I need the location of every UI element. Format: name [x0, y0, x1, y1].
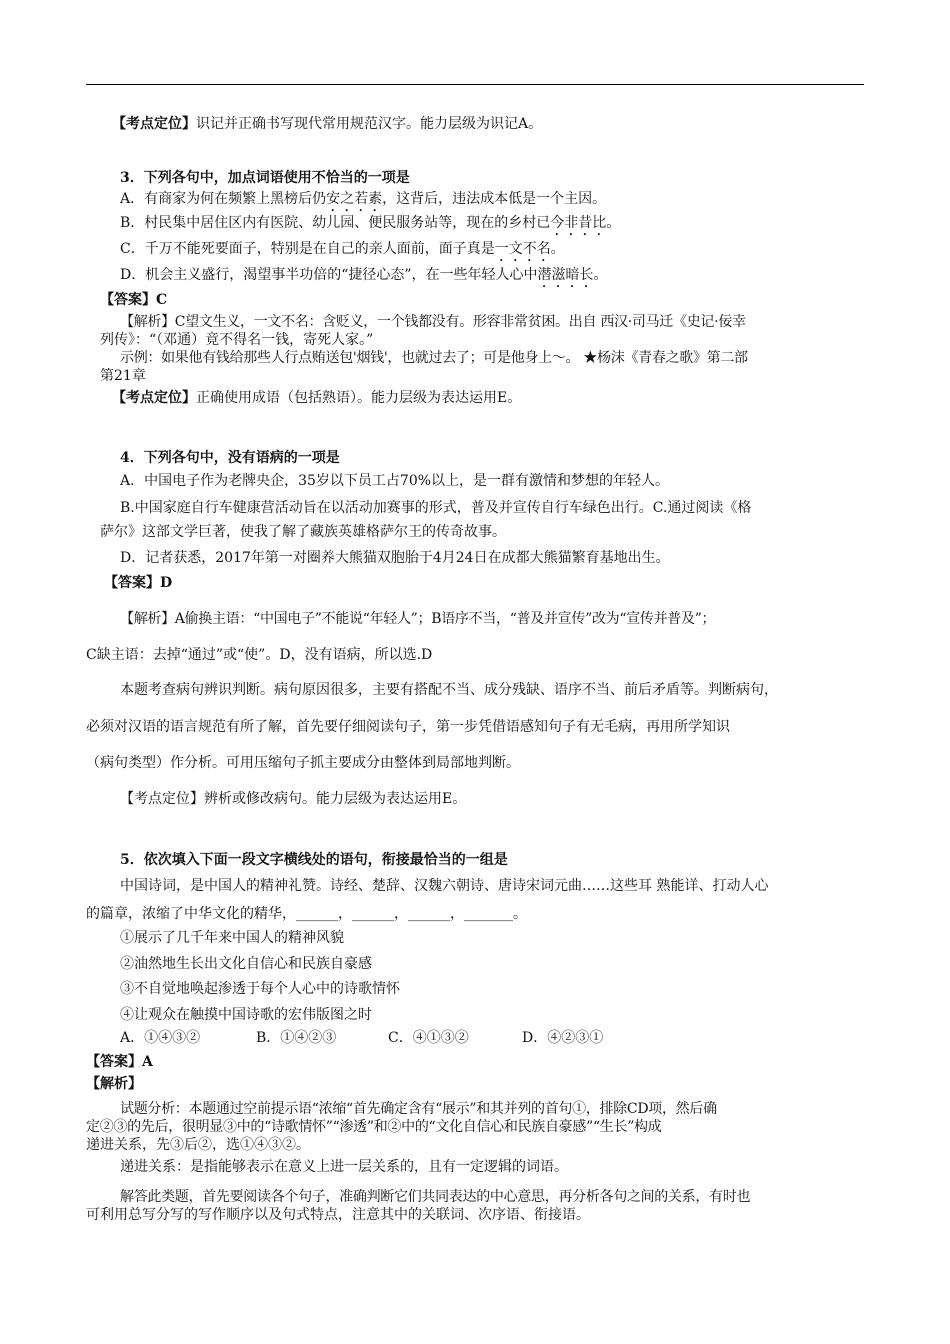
q4-answer: 【答案】D — [104, 575, 173, 591]
dotted-phrase: 潜滋暗长 — [537, 267, 594, 283]
q5-jiexi-6: 可利用总写分写的写作顺序以及句式特点，注意其中的关联词、次序语、衔接语。 — [86, 1207, 590, 1223]
q3-jiexi-2: 列传》：“（邓通）竟不得名一钱，寄死人家。” — [100, 332, 374, 348]
q3-option-d: D．机会主义盛行，渴望事半功倍的“捷径心态”，在一些年轻人心中潜滋暗长。 — [120, 267, 608, 283]
q5-jiexi-1: 试题分析：本题通过空前提示语“浓缩“首先确定含有“展示”和其并列的首句①，排除CD项，然后确 — [120, 1101, 717, 1117]
q3-answer: 【答案】C — [100, 292, 168, 308]
q5-choice-c: C．④①③② — [388, 1030, 469, 1046]
q4-title: 4．下列各句中，没有语病的一项是 — [120, 450, 340, 466]
q5-choice-a: A．①④③② — [120, 1030, 201, 1046]
q5-choice-d: D．④②③① — [522, 1030, 604, 1046]
dotted-phrase: 今非昔比 — [550, 215, 607, 231]
q4-option-d: D．记者获悉，2017年第一对圈养大熊猫双胞胎于4月24日在成都大熊猫繁育基地出生。 — [120, 550, 670, 566]
q5-item-1: ①展示了几千年来中国人的精神风貌 — [120, 930, 344, 946]
q5-item-4: ④让观众在触摸中国诗歌的宏伟版图之时 — [120, 1007, 372, 1023]
q5-jiexi-5: 解答此类题，首先要阅读各个句子，准确判断它们共同表达的中心意思，再分析各句之间的关系，有时也 — [120, 1189, 751, 1205]
q5-jiexi-2: 定②③的先后，很明显③中的“诗歌情怀”“渗透”和②中的“文化自信心和民族自豪感”“生长”构成 — [86, 1119, 662, 1135]
q5-title: 5．依次填入下面一段文字横线处的语句，衔接最恰当的一组是 — [120, 852, 508, 868]
dotted-phrase: 安之若素 — [326, 191, 383, 207]
q4-para-1: 本题考查病句辨识判断。病句原因很多，主要有搭配不当、成分残缺、语序不当、前后矛盾等。判断病句， — [120, 682, 778, 698]
q4-para-2: 必须对汉语的语言规范有所了解，首先要仔细阅读句子，第一步凭借语感知句子有无毛病，再用所学知识 — [86, 719, 730, 735]
q3-title: 3．下列各句中，加点词语使用不恰当的一项是 — [120, 170, 410, 186]
q3-jiexi-4: 第21章 — [100, 368, 146, 384]
q3-option-c: C．千万不能死要面子，特别是在自己的亲人面前，面子真是一文不名。 — [120, 241, 565, 257]
q4-option-c: 萨尔》这部文学巨著，使我了解了藏族英雄格萨尔王的传奇故事。 — [100, 524, 506, 540]
q4-jiexi-2: C缺主语：去掉“通过”或“使”。D，没有语病，所以选.D — [86, 647, 433, 663]
q5-jiexi-4: 递进关系：是指能够表示在意义上进一层关系的，且有一定逻辑的词语。 — [120, 1159, 568, 1175]
q3-option-b: B．村民集中居住区内有医院、幼儿园、便民服务站等，现在的乡村已今非昔比。 — [120, 215, 621, 231]
q5-choice-b: B．①④②③ — [256, 1030, 337, 1046]
dotted-phrase: 一文不名 — [494, 241, 551, 257]
kaodian-1: 【考点定位】识记并正确书写现代常用规范汉字。能力层级为识记A。 — [112, 116, 543, 132]
q4-jiexi-1: 【解析】A偷换主语：“中国电子”不能说“年轻人”；B语序不当，“普及并宣传”改为“宣传并普及”； — [120, 611, 716, 627]
q4-kaodian: 【考点定位】辨析或修改病句。能力层级为表达运用E。 — [120, 791, 467, 807]
q5-jiexi-label: 【解析】 — [86, 1076, 142, 1092]
header-rule — [86, 84, 864, 85]
q5-jiexi-3: 递进关系，先③后②，选①④③②。 — [86, 1137, 310, 1153]
q5-item-3: ③不自觉地唤起渗透于每个人心中的诗歌情怀 — [120, 981, 400, 997]
q3-jiexi-3: 示例：如果他有钱给那些人行点贿送包'烟钱'，也就过去了；可是他身上～。 ★杨沫《青春之歌》第二部 — [120, 350, 748, 366]
q5-stem-2: 的篇章，浓缩了中华文化的精华，______，______，______，_______。 — [86, 906, 527, 922]
q5-item-2: ②油然地生长出文化自信心和民族自豪感 — [120, 956, 372, 972]
q4-option-b: B.中国家庭自行车健康营活动旨在以活动加赛事的形式，普及并宣传自行车绿色出行。C.通过阅读《格 — [120, 500, 752, 516]
q4-option-a: A．中国电子作为老牌央企，35岁以下员工占70%以上，是一群有激情和梦想的年轻人。 — [120, 473, 670, 489]
q3-option-a: A．有商家为何在频繁上黑榜后仍安之若素，这背后，违法成本低是一个主因。 — [120, 191, 607, 207]
q5-answer: 【答案】A — [86, 1054, 153, 1070]
q5-stem-1: 中国诗词，是中国人的精神礼赞。诗经、楚辞、汉魏六朝诗、唐诗宋词元曲……这些耳 熟能详、打动人心 — [120, 878, 769, 894]
q3-kaodian: 【考点定位】正确使用成语（包括熟语）。能力层级为表达运用E。 — [112, 390, 522, 406]
q3-jiexi-1: 【解析】C望文生义，一文不名：含贬义，一个钱都没有。形容非常贫困。出自 西汉·司马迁《史记·佞幸 — [120, 314, 746, 330]
q4-para-3: （病句类型）作分析。可用压缩句子抓主要成分由整体到局部地判断。 — [86, 755, 520, 771]
